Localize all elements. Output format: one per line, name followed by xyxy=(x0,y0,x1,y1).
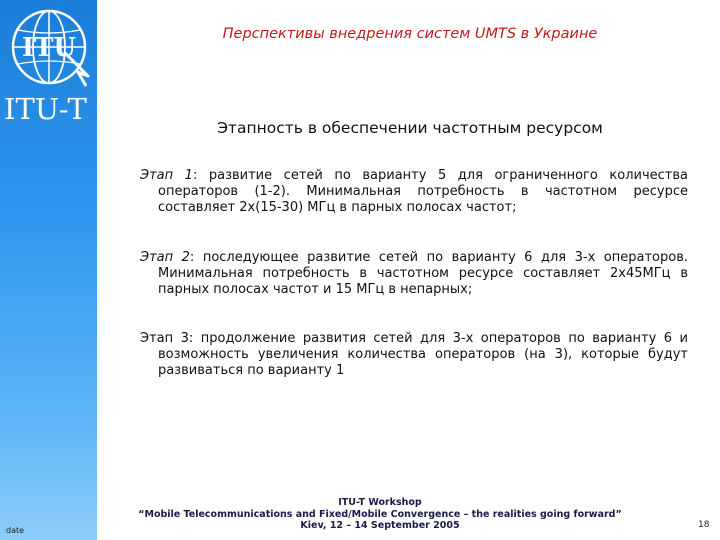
stage-1-label: Этап 1 xyxy=(140,168,193,183)
stage-2-text: : последующее развитие сетей по варианту 6 для 3-х операторов. Минимальная потребность в частотном ресурсе составляет 2х45МГц в парных полосах частот и 15 МГц в непарных; xyxy=(158,250,688,297)
stage-3-label: Этап 3 xyxy=(140,331,189,346)
date-label: date xyxy=(6,526,25,535)
stage-2-label: Этап 2 xyxy=(140,250,190,265)
stage-2-paragraph xyxy=(140,250,688,298)
footer-line-1: ITU-T Workshop xyxy=(338,497,422,508)
brand-label: ITU-T xyxy=(4,92,87,126)
page-number: 18 xyxy=(698,520,710,530)
footer-workshop xyxy=(110,497,650,532)
sidebar xyxy=(0,0,97,540)
footer-line-2: “Mobile Telecommunications and Fixed/Mobile Convergence – the realities going forward” xyxy=(138,508,622,520)
stage-3-text: : продолжение развития сетей для 3-х операторов по варианту 6 и возможность увеличения количества операторов (на 3), которые будут развиваться по варианту 1 xyxy=(158,331,688,378)
logo-text: ITU xyxy=(21,33,77,63)
stage-3-paragraph xyxy=(140,331,688,379)
footer-line-3: Kiev, 12 – 14 September 2005 xyxy=(300,520,460,531)
stage-1-paragraph xyxy=(140,168,688,216)
header-title: Перспективы внедрения систем UMTS в Украине xyxy=(222,26,598,42)
itu-logo-icon xyxy=(8,6,90,88)
stage-1-text: : развитие сетей по варианту 5 для ограниченного количества операторов (1-2). Минимальная потребность в частотном ресурсе составляет 2х(15-30) МГц в парных полосах частот; xyxy=(158,168,688,215)
slide-title: Этапность в обеспечении частотным ресурсом xyxy=(217,119,603,137)
